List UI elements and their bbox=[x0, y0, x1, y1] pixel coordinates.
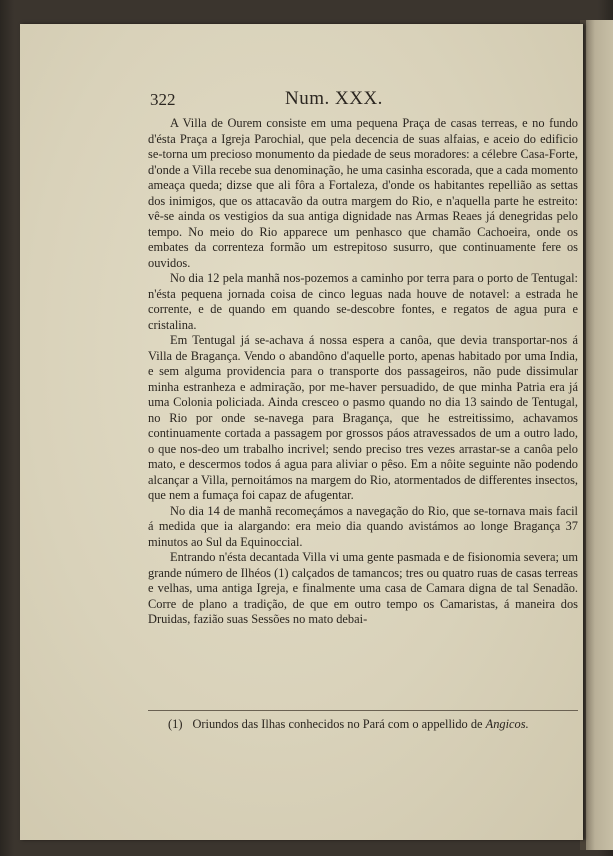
footnote bbox=[154, 716, 578, 732]
paragraph-villa-ourem: A Villa de Ourem consiste em uma pequena Praça de casas terreas, e no fundo d'ésta Praça a Igreja Parochial, que pela decencia de suas alfaias, e aceio do edificio se-torna um precioso monumento da piedade de seus moradores: a célebre Casa-Forte, d'onde a Villa recebe sua denominação, he uma casinha escorada, que a cada momento ameaça queda; dizse que ali fôra a Fortaleza, d'onde os habitantes repellião as settas dos inimigos, que os attacavão da outra margem do Rio, e n'aquella parte he estreito: vê-se ainda os vestigios da sua antiga dignidade nas Armas Reaes já denegridas pelo tempo. No meio do Rio apparece um penhasco que chamão Cachoeira, onde os embates da correnteza formão um estrepitoso susurro, que continuamente fere os ouvidos. bbox=[148, 116, 578, 270]
paragraph-dia-14: No dia 14 de manhã recomeçámos a navegação do Rio, que se-tornava mais facil á medida que ia alargando: era meio dia quando avistámos ao longe Bragança 37 minutos ao Sul da Equinoccial. bbox=[148, 503, 578, 549]
paragraph-dia-12: No dia 12 pela manhã nos-pozemos a caminho por terra para o porto de Tentugal: n'ésta pequena jornada coisa de cinco leguas nada houve de notavel: a estrada he corrente, e de quando em quando se-descobre fontes, e regatos de agua pura e cristalina. bbox=[148, 271, 578, 332]
body-text bbox=[148, 116, 578, 628]
footnote-italic: Angicos. bbox=[485, 717, 529, 731]
footnote-divider bbox=[148, 710, 578, 711]
page-number: 322 bbox=[150, 90, 176, 109]
footnote-marker: (1) bbox=[168, 717, 183, 731]
paragraph-tentugal: Em Tentugal já se-achava á nossa espera a canôa, que devia transportar-nos á Villa de Bragança. Vendo o abandôno d'aquelle porto, apenas habitado por uma India, e sem alguma providencia para o transporte dos passageiros, não pude dissimular minha estranheza e admiração, por me-haver persuadido, de que minha Patria era já uma Colonia policiada. Ainda cresceo o pasmo quando no dia 13 saindo de Tentugal, no Rio por onde se-navega para Bragança, que he estreitissimo, achavamos continuamente cortada a passagem por grossos páos atravessados de um a outro lado, o que nos-deo um trabalho incrivel; sendo preciso tres vezes arrastar-se a canôa pelo mato, e descermos todos á agua para aliviar o pêso. Em a nôite seguinte não podendo alcançar a Villa, pernoitámos na margem do Rio, atormentados de differentes insectos, que nem a fumaça foi capaz de afugentar. bbox=[148, 333, 578, 502]
running-head bbox=[150, 90, 580, 114]
paragraph-braganca: Entrando n'ésta decantada Villa vi uma gente pasmada e de fisionomia severa; um grande número de Ilhéos (1) calçados de tamancos; tres ou quatro ruas de casas terreas e velhas, uma antiga Igreja, e finalmente uma casa de Camara digna de tal Senadão. Corre de plano a tradição, de que em outro tempo os Camaristas, á maneira dos Druidas, fazião suas Sessões no mato debai- bbox=[148, 550, 578, 626]
page-title: Num. XXX. bbox=[285, 88, 383, 109]
footnote-text: Oriundos das Ilhas conhecidos no Pará com o appellido de bbox=[192, 717, 483, 731]
next-page-edge bbox=[583, 20, 613, 850]
